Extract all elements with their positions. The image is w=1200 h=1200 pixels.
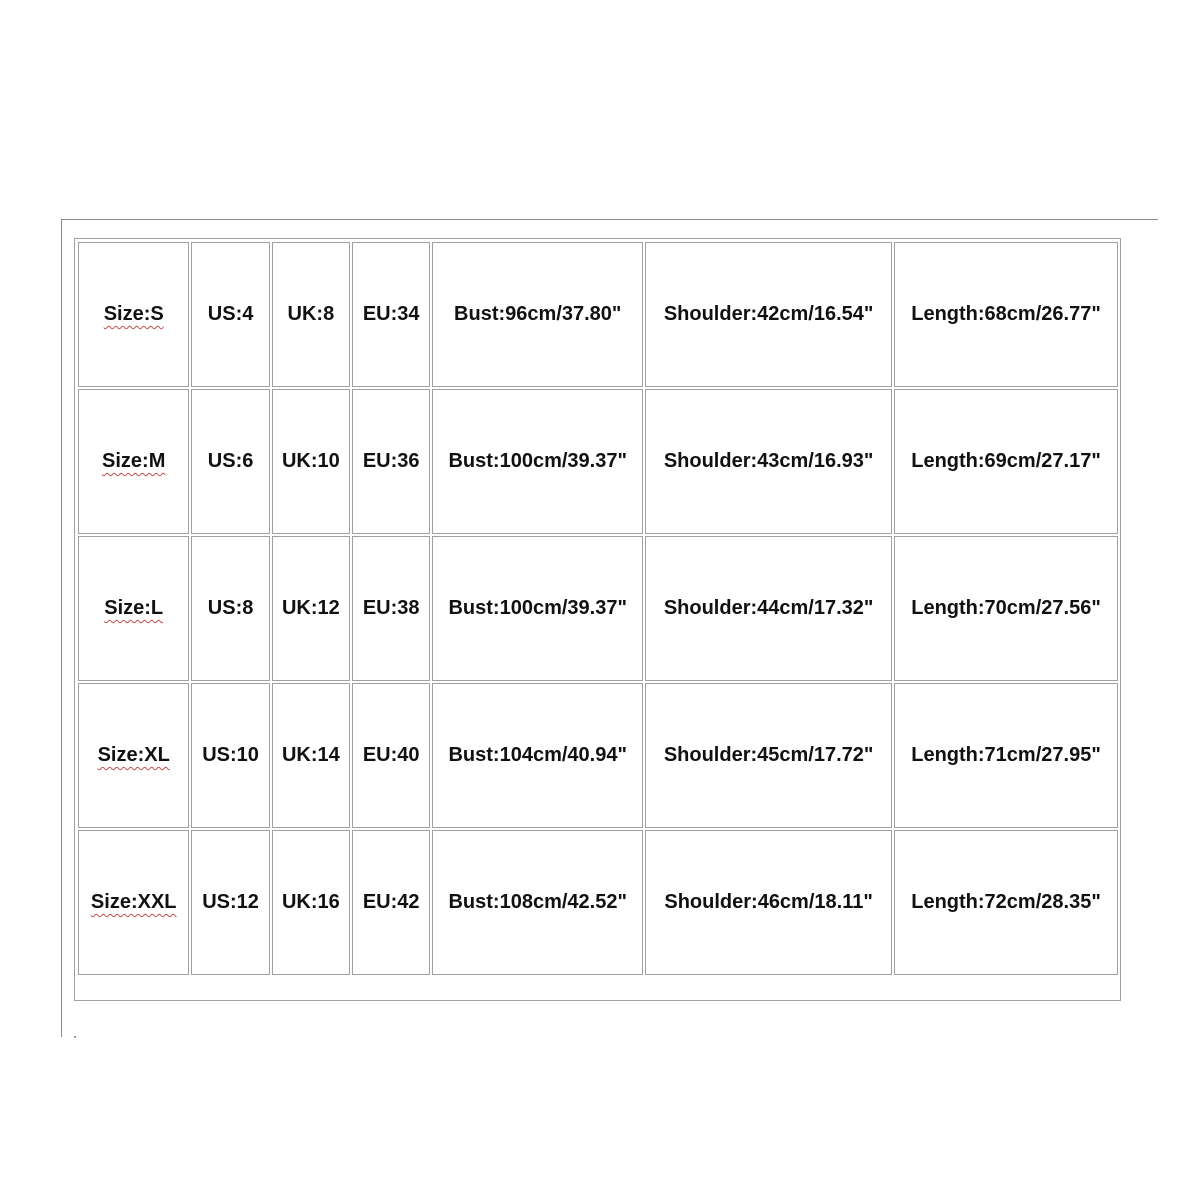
- shoulder-cell: Shoulder:45cm/17.72": [645, 683, 892, 828]
- us-size-cell: US:6: [191, 389, 269, 534]
- us-size-cell: US:8: [191, 536, 269, 681]
- length-cell: Length:72cm/28.35": [894, 830, 1118, 975]
- length-cell: Length:68cm/26.77": [894, 242, 1118, 387]
- bust-cell: Bust:104cm/40.94": [432, 683, 643, 828]
- eu-size-cell: EU:36: [352, 389, 430, 534]
- us-size-cell: US:10: [191, 683, 269, 828]
- size-cell: [78, 683, 189, 828]
- eu-size-cell: EU:34: [352, 242, 430, 387]
- eu-size-cell: EU:40: [352, 683, 430, 828]
- length-cell: Length:70cm/27.56": [894, 536, 1118, 681]
- size-label: Size:XL: [97, 744, 170, 766]
- table-row: [78, 242, 1118, 387]
- size-cell: [78, 242, 189, 387]
- left-rule: [61, 219, 62, 1037]
- length-cell: Length:69cm/27.17": [894, 389, 1118, 534]
- size-chart-table: [76, 240, 1120, 977]
- uk-size-cell: UK:16: [272, 830, 350, 975]
- shoulder-cell: Shoulder:42cm/16.54": [645, 242, 892, 387]
- bust-cell: Bust:108cm/42.52": [432, 830, 643, 975]
- uk-size-cell: UK:10: [272, 389, 350, 534]
- shoulder-cell: Shoulder:43cm/16.93": [645, 389, 892, 534]
- bust-cell: Bust:96cm/37.80": [432, 242, 643, 387]
- top-rule: [61, 219, 1158, 220]
- length-cell: Length:71cm/27.95": [894, 683, 1118, 828]
- size-label: Size:L: [104, 597, 164, 619]
- us-size-cell: US:12: [191, 830, 269, 975]
- bust-cell: Bust:100cm/39.37": [432, 536, 643, 681]
- table-row: [78, 830, 1118, 975]
- shoulder-cell: Shoulder:46cm/18.11": [645, 830, 892, 975]
- uk-size-cell: UK:8: [272, 242, 350, 387]
- size-cell: [78, 536, 189, 681]
- us-size-cell: US:4: [191, 242, 269, 387]
- size-label: Size:M: [102, 450, 166, 472]
- size-cell: [78, 830, 189, 975]
- table-row: [78, 389, 1118, 534]
- eu-size-cell: EU:42: [352, 830, 430, 975]
- size-label: Size:S: [103, 303, 164, 325]
- eu-size-cell: EU:38: [352, 536, 430, 681]
- shoulder-cell: Shoulder:44cm/17.32": [645, 536, 892, 681]
- table-row: [78, 536, 1118, 681]
- table-row: [78, 683, 1118, 828]
- uk-size-cell: UK:12: [272, 536, 350, 681]
- stray-dot: [74, 1036, 76, 1038]
- size-cell: [78, 389, 189, 534]
- uk-size-cell: UK:14: [272, 683, 350, 828]
- size-label: Size:XXL: [90, 891, 177, 913]
- bust-cell: Bust:100cm/39.37": [432, 389, 643, 534]
- size-chart-table-frame: [74, 238, 1121, 1001]
